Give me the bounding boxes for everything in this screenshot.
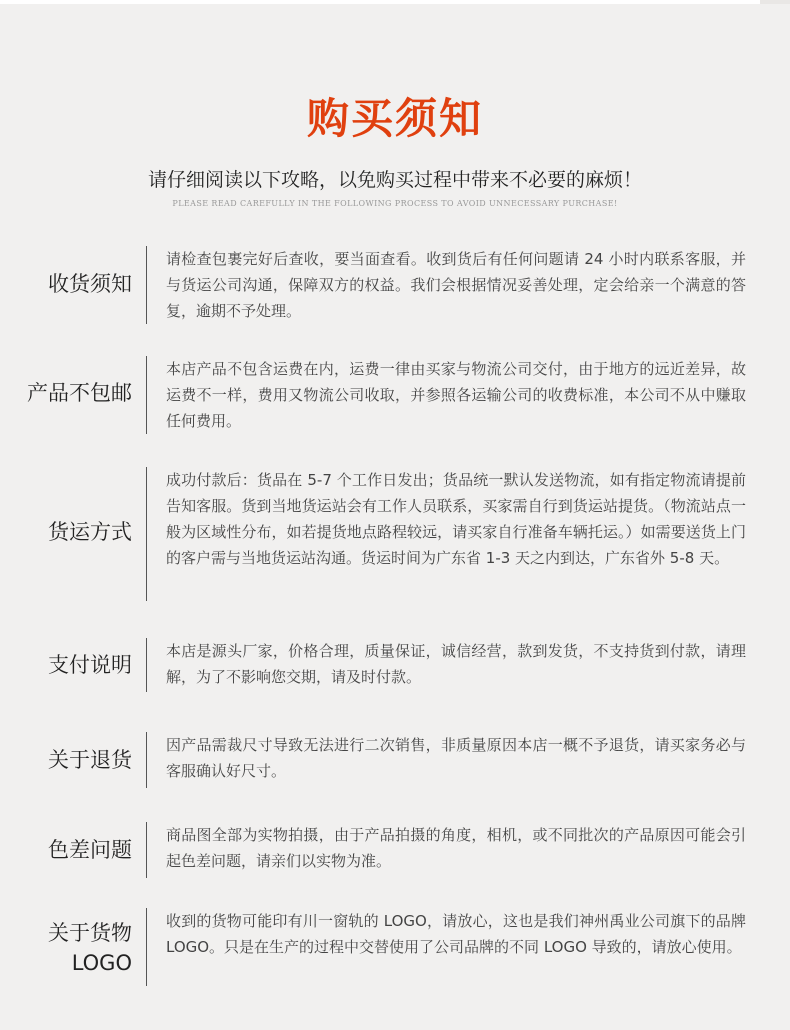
- section-text: 因产品需裁尺寸导致无法进行二次销售，非质量原因本店一概不予退货，请买家务必与客服确认好尺寸。: [166, 736, 746, 780]
- section-returns: [0, 730, 790, 790]
- section-divider: [146, 822, 147, 878]
- section-shipping-fee: [0, 354, 790, 436]
- section-divider: [146, 356, 147, 434]
- section-heading: 支付说明: [48, 653, 132, 677]
- section-receiving: [0, 244, 790, 326]
- section-heading: 色差问题: [48, 838, 132, 862]
- section-text: 本店是源头厂家，价格合理，质量保证，诚信经营，款到发货，不支持货到付款，请理解，为了不影响您交期，请及时付款。: [166, 642, 746, 686]
- section-heading: 产品不包邮: [27, 381, 132, 405]
- page-title: 购买须知: [306, 94, 483, 143]
- page-subtitle-english: PLEASE READ CAREFULLY IN THE FOLLOWING PROCESS TO AVOID UNNECESSARY PURCHASE!: [172, 199, 618, 208]
- section-heading: 货运方式: [48, 520, 132, 544]
- section-divider: [146, 908, 147, 986]
- section-heading: [0, 918, 132, 978]
- section-divider: [146, 638, 147, 692]
- section-text: 商品图全部为实物拍摄，由于产品拍摄的角度，相机，或不同批次的产品原因可能会引起色差问题，请亲们以实物为准。: [166, 826, 746, 870]
- section-divider: [146, 467, 147, 601]
- section-heading-line1: 关于货物: [48, 921, 132, 945]
- section-text: 成功付款后：货品在 5-7 个工作日发出；货品统一默认发送物流，如有指定物流请提前告知客服。货到当地货运站会有工作人员联系，买家需自行到货运站提货。（物流站点一般为区域性分布，如若提货地点路程较远，请买家自行准备车辆托运。）如需要送货上门的客户需与当地货运站沟通。货运时间为广东省 1-3 天之内到达，广东省外 5-8 天。: [166, 471, 746, 567]
- section-heading-line2: LOGO: [71, 951, 132, 975]
- section-text: 本店产品不包含运费在内，运费一律由买家与物流公司交付，由于地方的远近差异，故运费不一样，费用又物流公司收取，并参照各运输公司的收费标准，本公司不从中赚取任何费用。: [166, 360, 746, 430]
- top-strip-corner: [760, 0, 790, 4]
- page-subtitle: 请仔细阅读以下攻略，以免购买过程中带来不必要的麻烦！: [147, 169, 642, 191]
- section-payment: [0, 636, 790, 694]
- top-strip: [0, 0, 790, 4]
- section-text: 收到的货物可能印有川一窗轨的 LOGO，请放心，这也是我们神州禹业公司旗下的品牌 LOGO。只是在生产的过程中交替使用了公司品牌的不同 LOGO 导致的，请放心使用。: [166, 912, 746, 956]
- section-text: 请检查包裹完好后查收，要当面查看。收到货后有任何问题请 24 小时内联系客服，并与货运公司沟通，保障双方的权益。我们会根据情况妥善处理，定会给亲一个满意的答复，逾期不予处理。: [166, 250, 746, 320]
- section-color-difference: [0, 820, 790, 878]
- section-heading: 收货须知: [48, 272, 132, 296]
- section-heading: 关于退货: [48, 748, 132, 772]
- section-divider: [146, 246, 147, 324]
- section-divider: [146, 732, 147, 788]
- section-freight-method: [0, 465, 790, 601]
- section-logo: [0, 906, 790, 988]
